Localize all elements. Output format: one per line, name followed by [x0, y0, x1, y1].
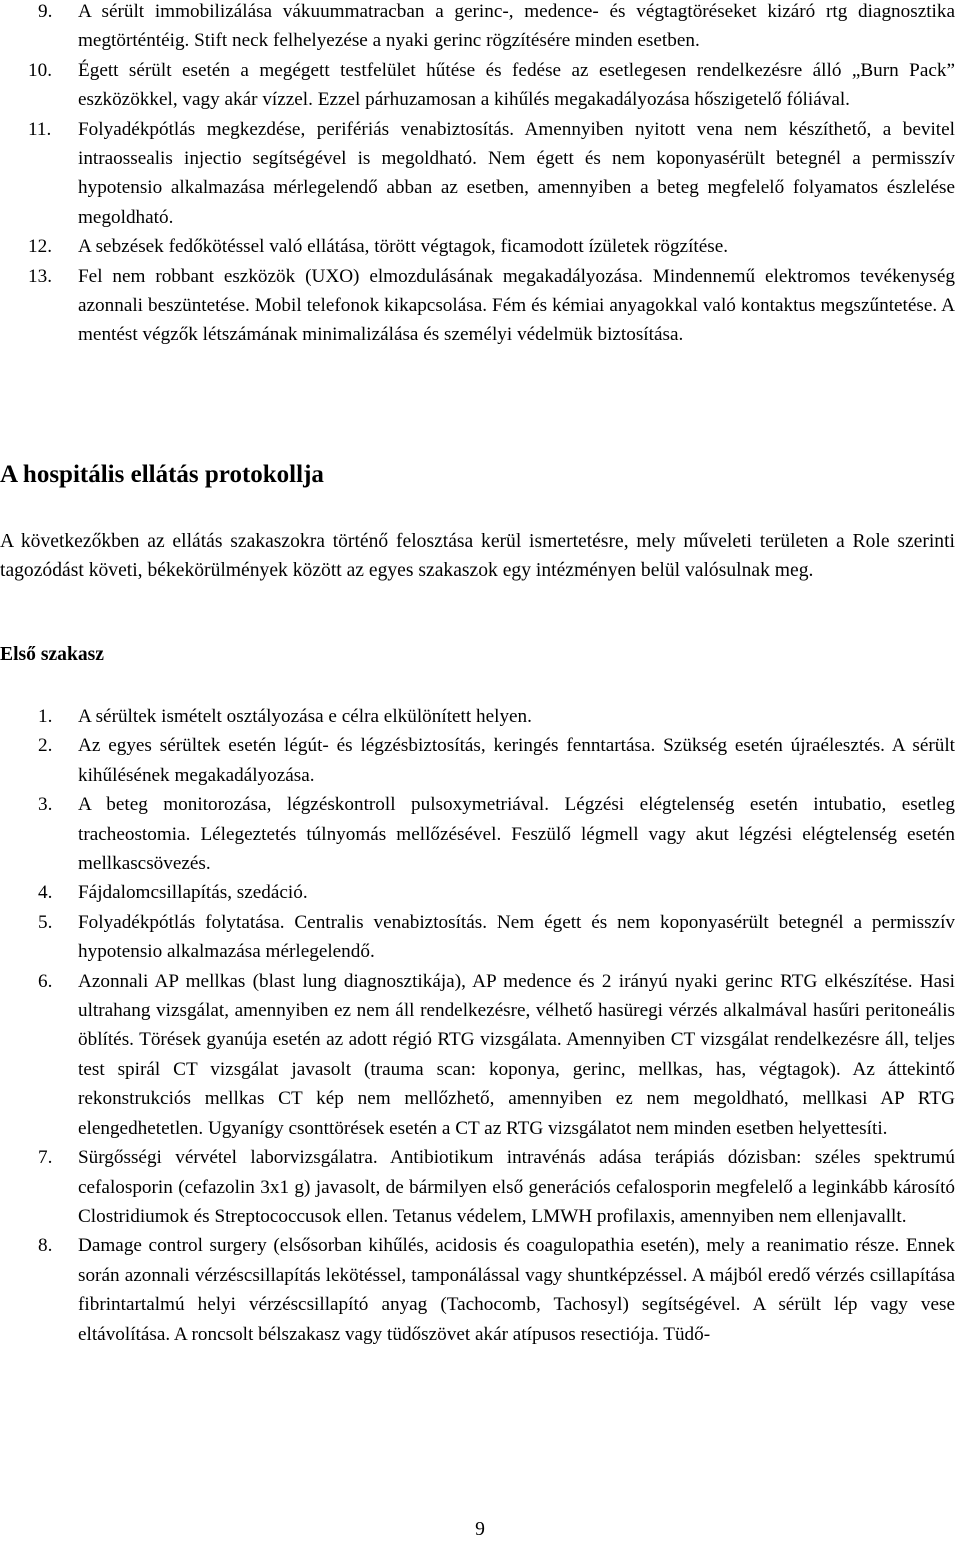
list-item-number: 4. — [38, 882, 53, 904]
list-item-number: 12. — [28, 236, 52, 258]
list-item-text: Égett sérült esetén a megégett testfelület hűtése és fedése az esetlegesen rendelkezésre álló „Burn Pack” eszközökkel, vagy akár vízzel. Ezzel párhuzamosan a kihűlés megakadályozása hőszigetelő fóliával. — [78, 59, 955, 111]
list-item — [0, 262, 955, 350]
list-item-text: Folyadékpótlás megkezdése, perifériás venabiztosítás. Amennyiben nyitott vena nem készíthető, a bevitel intraossealis injectio segítségével is megoldható. Nem égett és nem koponyasérült betegnél a permisszív hypotensio alkalmazása mérlegelendő abban az esetben, amennyiben a beteg megfelelő folyamatos észlelése megoldható. — [78, 118, 955, 228]
list-item-number: 1. — [38, 706, 53, 727]
list-item — [0, 731, 955, 790]
list-item-number: 5. — [38, 911, 53, 933]
subheading: Első szakasz — [0, 644, 104, 665]
list-item-text: Fel nem robbant eszközök (UXO) elmozdulásának megakadályozása. Mindennemű elektromos tevékenység azonnali beszüntetése. Mobil telefonok kikapcsolása. Fém és kémiai anyagokkal való kontaktus megszűntetése. A mentést végzők létszámának minimalizálása és személyi védelmük biztosítása. — [78, 265, 955, 346]
list-item-number: 13. — [28, 265, 52, 287]
list-item-number: 2. — [38, 735, 53, 757]
section-heading: A hospitális ellátás protokollja — [0, 461, 324, 488]
numbered-list-first-stage — [0, 702, 955, 1349]
list-item-text: Az egyes sérültek esetén légút- és légzésbiztosítás, keringés fenntartása. Szükség esetén újraélesztés. A sérült kihűlésének megakadályozása. — [78, 735, 955, 786]
list-item — [0, 115, 955, 233]
list-item-number: 9. — [38, 1, 53, 22]
list-item-text: Sürgősségi vérvétel laborvizsgálatra. Antibiotikum intravénás adása terápiás dózisban: széles spektrumú cefalosporin (cefazolin 3x1 g) javasolt, de bármilyen első generációs cefalosporin megfelelő a leginkább károsító Clostridiumok és Streptococcusok ellen. Tetanus védelem, LMWH profilaxis, amennyiben nem ellenjavallt. — [78, 1147, 955, 1227]
list-item-text: Fájdalomcsillapítás, szedáció. — [78, 882, 308, 904]
list-item-number: 6. — [38, 970, 53, 992]
list-item — [0, 967, 955, 1143]
list-item-number: 11. — [28, 118, 52, 140]
list-item-text: A beteg monitorozása, légzéskontroll pulsoxymetriával. Légzési elégtelenség esetén intubatio, esetleg tracheostomia. Lélegeztetés túlnyomás mellőzésével. Feszülő légmell vagy akut légzési elégtelenség esetén mellkascsövezés. — [78, 794, 955, 875]
list-item-number: 3. — [38, 794, 53, 816]
list-item-number: 8. — [38, 1235, 53, 1257]
list-item-text: A sebzések fedőkötéssel való ellátása, törött végtagok, ficamodott ízületek rögzítése. — [78, 236, 729, 258]
page-number: 9 — [475, 1519, 485, 1540]
list-item-number: 7. — [38, 1147, 53, 1169]
list-item — [0, 0, 955, 56]
list-item — [0, 232, 955, 261]
numbered-list-top — [0, 0, 955, 350]
list-item-text: A sérült immobilizálása vákuummatracban a gerinc-, medence- és végtagtöréseket kizáró rtg diagnosztika megtörténtéig. Stift neck felhelyezése a nyaki gerinc rögzítésére minden esetben. — [78, 1, 955, 52]
list-item — [0, 790, 955, 878]
intro-paragraph: A következőkben az ellátás szakaszokra történő felosztása kerül ismertetésre, mely műveleti területen a Role szerinti tagozódást követi, békekörülmények között az egyes szakaszok egy intézményen belül valósulnak meg. — [0, 531, 955, 582]
list-item-text: A sérültek ismételt osztályozása e célra elkülönített helyen. — [78, 706, 532, 727]
list-item-text: Azonnali AP mellkas (blast lung diagnosztikája), AP medence és 2 irányú nyaki gerinc RTG elkészítése. Hasi ultrahang vizsgálat, amennyiben ez nem áll rendelkezésre, vélhető hasüregi vérzés alkalmával hasűri peritoneális öblítés. Törések gyanúja esetén az adott régió RTG vizsgálata. Amennyiben CT vizsgálat rendelkezésre áll, teljes test spirál CT vizsgálat javasolt (trauma scan: koponya, gerinc, mellkas, has, végtagok). Az áttekintő rekonstrukciós mellkas CT kép nem mellőzhető, amennyiben ez nem megoldható, mellkasi AP RTG elengedhetetlen. Ugyanígy csonttörések esetén a CT az RTG vizsgálatot nem minden esetben helyettesíti. — [78, 970, 955, 1139]
list-item — [0, 702, 955, 731]
list-item-text: Folyadékpótlás folytatása. Centralis venabiztosítás. Nem égett és nem koponyasérült betegnél a permisszív hypotensio alkalmazása mérlegelendő. — [78, 911, 955, 963]
list-item — [0, 908, 955, 967]
list-item — [0, 878, 955, 907]
list-item — [0, 56, 955, 115]
list-item-number: 10. — [28, 59, 52, 81]
list-item — [0, 1143, 955, 1231]
list-item — [0, 1231, 955, 1349]
list-item-text: Damage control surgery (elsősorban kihűlés, acidosis és coagulopathia esetén), mely a reanimatio része. Ennek során azonnali vérzéscsillapítás lekötéssel, tamponálással vagy shuntképzéssel. A májból eredő vérzés csillapítása fibrintartalmú helyi vérzéscsillapító anyag (Tachocomb, Tachosyl) segítségével. A sérült lép vagy vese eltávolítása. A roncsolt bélszakasz vagy tüdőszövet akár atípusos resectiója. Tüdő- — [78, 1235, 955, 1345]
